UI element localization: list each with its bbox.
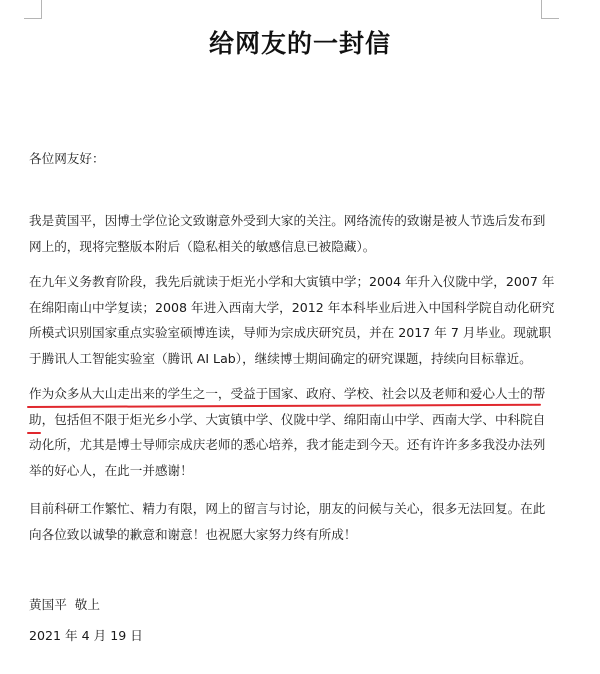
letter-date: 2021 年 4 月 19 日 (29, 628, 143, 643)
text-line: 在绵阳南山中学复读；2008 年进入西南大学，2012 年本科毕业后进入中国科学院自动化研究 (29, 299, 555, 315)
paragraph-2 (29, 269, 559, 371)
text-line: 举的好心人，在此一并感谢！ (29, 462, 193, 478)
letter-greeting: 各位网友好： (29, 151, 105, 166)
text-line: 于腾讯人工智能实验室（腾讯 AI Lab），继续博士期间确定的研究课题，持续向目标靠近。 (29, 350, 532, 366)
text-line: 作为众多从大山走出来的学生之一，受益于国家、政府、学校、社会以及老师和爱心人士的帮 (29, 386, 546, 401)
letter-title: 给网友的一封信 (208, 29, 391, 58)
crop-mark-top-right (541, 18, 559, 19)
crop-mark-top-right (541, 0, 542, 18)
text-line: 动化所，尤其是博士导师宗成庆老师的悉心培养，我才能走到今天。还有许许多多我没办法列 (29, 437, 546, 452)
paragraph-1 (29, 208, 559, 259)
text-line: 在九年义务教育阶段，我先后就读于炬光小学和大寅镇中学；2004 年升入仪陇中学，2007 年 (29, 274, 555, 289)
text-line: 目前科研工作繁忙、精力有限，网上的留言与讨论，朋友的问候与关心，很多无法回复。在此 (29, 501, 546, 516)
paragraph-3 (29, 381, 559, 483)
text-line: 网上的，现将完整版本附后（隐私相关的敏感信息已被隐藏）。 (29, 238, 376, 254)
letter-signature: 黄国平 敬上 (29, 597, 100, 612)
text-line: 所模式识别国家重点实验室硕博连读，导师为宗成庆研究员，并在 2017 年 7 月毕业。现就职 (29, 325, 552, 340)
text-line: 助，包括但不限于炬光乡小学、大寅镇中学、仪陇中学、绵阳南山中学、西南大学、中科院自 (29, 411, 546, 427)
red-underline-annotation (27, 432, 41, 434)
crop-mark-top-left (41, 0, 42, 18)
paragraph-4 (29, 496, 559, 547)
text-line: 向各位致以诚挚的歉意和谢意！也祝愿大家努力终有所成！ (29, 526, 357, 542)
crop-mark-top-left (24, 18, 42, 19)
text-line: 我是黄国平，因博士学位论文致谢意外受到大家的关注。网络流传的致谢是被人节选后发布到 (29, 213, 546, 228)
